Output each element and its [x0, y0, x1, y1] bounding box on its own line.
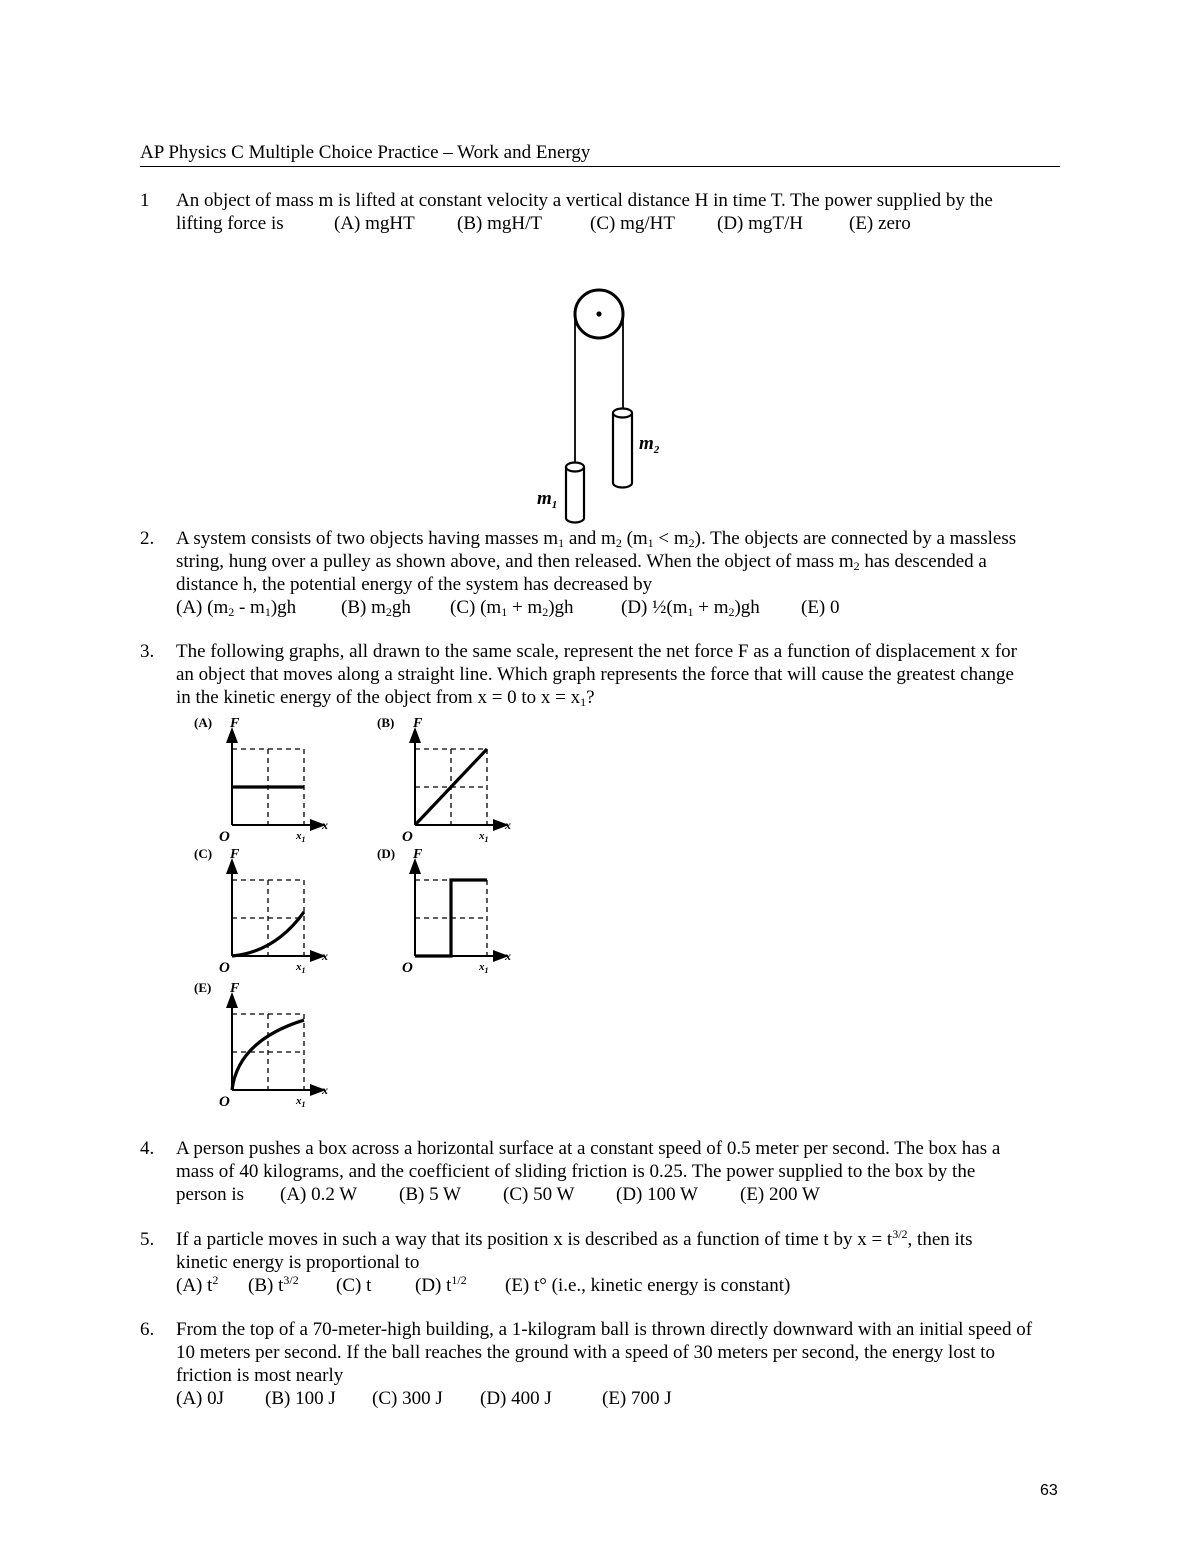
question-text: mass of 40 kilograms, and the coefficient of sliding friction is 0.25. The power supplied to the box by the	[176, 1161, 976, 1182]
x1-tick-label: $x_1$	[296, 1095, 306, 1109]
x-axis-label: x	[322, 1083, 328, 1097]
question-1	[140, 189, 1065, 235]
option-e: (E) 700 J	[602, 1388, 672, 1409]
question-text: 10 meters per second. If the ball reaches the ground with a speed of 30 meters per second, the energy lost to	[176, 1342, 996, 1363]
x1-tick-label: $x_1$	[479, 961, 489, 975]
graph-letter: (B)	[377, 715, 395, 730]
answer-options	[176, 1274, 1065, 1297]
answer-options	[176, 1183, 1065, 1206]
option-b: (B) $m_2gh$	[341, 597, 411, 619]
question-text: If a particle moves in such a way that its position x is described as a function of time t by $x = t^{3/2}$, then its	[176, 1227, 973, 1250]
answer-options	[176, 596, 1065, 619]
graph-c	[194, 846, 328, 976]
option-b: (B) $t^{3/2}$	[248, 1273, 299, 1296]
x-axis-label: x	[322, 949, 328, 963]
question-3	[140, 640, 1065, 709]
question-text: an object that moves along a straight line. Which graph represents the force that will cause the greatest change	[176, 664, 1014, 685]
question-number: 4.	[140, 1138, 155, 1159]
f-axis-label: F	[230, 847, 240, 862]
origin-label: O	[219, 960, 230, 976]
x-axis-label: x	[505, 949, 511, 963]
x1-tick-label: $x_1$	[296, 961, 306, 975]
question-text: string, hung over a pulley as shown above, and then released. When the object of mass $m_2$ has descended a	[176, 551, 987, 573]
page-title: AP Physics C Multiple Choice Practice – Work and Energy	[140, 141, 1060, 167]
question-text: A system consists of two objects having masses $m_1$ and $m_2$ $(m_1 < m_2)$. The objects are connected by a massless	[176, 528, 1017, 550]
option-d: (D) 100 W	[616, 1184, 698, 1205]
option-e: (E) t° (i.e., kinetic energy is constant)	[505, 1275, 791, 1296]
x-axis-label: x	[505, 818, 511, 832]
question-text: An object of mass m is lifted at constant velocity a vertical distance H in time T. The power supplied by the	[176, 190, 993, 211]
origin-label: O	[219, 1094, 230, 1110]
x-axis-label: x	[322, 818, 328, 832]
graph-b	[377, 715, 511, 845]
question-text: person is	[176, 1184, 245, 1205]
graph-letter: (E)	[194, 980, 212, 995]
question-text: distance h, the potential energy of the system has decreased by	[176, 574, 653, 595]
question-number: 1	[140, 190, 150, 211]
option-c: (C) t	[336, 1275, 372, 1296]
option-e: (E) 200 W	[740, 1184, 820, 1205]
m2-label: $m_2$	[639, 433, 660, 456]
option-c: (C) mg/HT	[590, 213, 675, 234]
answer-options	[176, 1387, 1065, 1410]
option-a: (A) 0J	[176, 1388, 225, 1409]
graph-e	[194, 980, 328, 1110]
f-axis-label: F	[230, 981, 240, 996]
question-text: lifting force is	[176, 213, 284, 234]
graph-a	[194, 715, 328, 845]
option-a: (A) mgHT	[334, 213, 415, 234]
graph-letter: (C)	[194, 846, 213, 861]
question-text: kinetic energy is proportional to	[176, 1252, 420, 1273]
graph-letter: (A)	[194, 715, 213, 730]
question-text: in the kinetic energy of the object from x = 0 to $x = x_1$?	[176, 687, 595, 709]
x1-tick-label: $x_1$	[296, 830, 306, 844]
f-axis-label: F	[413, 716, 423, 731]
question-text: From the top of a 70-meter-high building, a 1-kilogram ball is thrown directly downward with an initial speed of	[176, 1319, 1033, 1340]
x1-tick-label: $x_1$	[479, 830, 489, 844]
option-c: (C) $(m_1 + m_2)gh$	[450, 597, 574, 619]
question-number: 6.	[140, 1319, 155, 1340]
option-c: (C) 50 W	[503, 1184, 575, 1205]
question-4	[140, 1137, 1065, 1206]
question-number: 2.	[140, 528, 155, 549]
option-b: (B) 5 W	[399, 1184, 461, 1205]
option-d: (D) mgT/H	[717, 213, 804, 234]
mass-m1-cylinder	[566, 463, 584, 523]
question-text: A person pushes a box across a horizontal surface at a constant speed of 0.5 meter per second. The box has a	[176, 1138, 1001, 1159]
pulley-diagram	[520, 282, 680, 527]
question-5	[140, 1228, 1065, 1297]
force-graphs	[180, 715, 540, 1115]
option-a: (A) $(m_2 - m_1)gh$	[176, 597, 297, 619]
option-d: (D) $t^{1/2}$	[415, 1273, 467, 1296]
page-number: 63	[1040, 1482, 1058, 1499]
option-b: (B) mgH/T	[457, 213, 542, 234]
option-a: (A) 0.2 W	[280, 1184, 358, 1205]
option-d: (D) $\frac{1}{2}(m_1 + m_2)gh$	[621, 597, 760, 619]
option-e: (E) zero	[849, 213, 911, 234]
question-6	[140, 1318, 1065, 1410]
m1-label: $m_1$	[537, 488, 558, 511]
option-e: (E) 0	[801, 597, 840, 618]
pulley-axle	[596, 311, 601, 316]
graph-d	[377, 846, 511, 976]
origin-label: O	[402, 829, 413, 845]
option-a: (A) $t^2$	[176, 1273, 219, 1296]
question-text: The following graphs, all drawn to the same scale, represent the net force F as a function of displacement x for	[176, 641, 1017, 662]
option-c: (C) 300 J	[372, 1388, 443, 1409]
question-number: 3.	[140, 641, 155, 662]
option-b: (B) 100 J	[265, 1388, 336, 1409]
mass-m2-cylinder	[613, 409, 632, 488]
question-text: friction is most nearly	[176, 1365, 344, 1386]
graph-letter: (D)	[377, 846, 396, 861]
question-2	[140, 527, 1065, 619]
question-number: 5.	[140, 1229, 155, 1250]
origin-label: O	[402, 960, 413, 976]
f-axis-label: F	[230, 716, 240, 731]
answer-options	[176, 212, 1065, 235]
option-d: (D) 400 J	[480, 1388, 552, 1409]
origin-label: O	[219, 829, 230, 845]
f-axis-label: F	[413, 847, 423, 862]
